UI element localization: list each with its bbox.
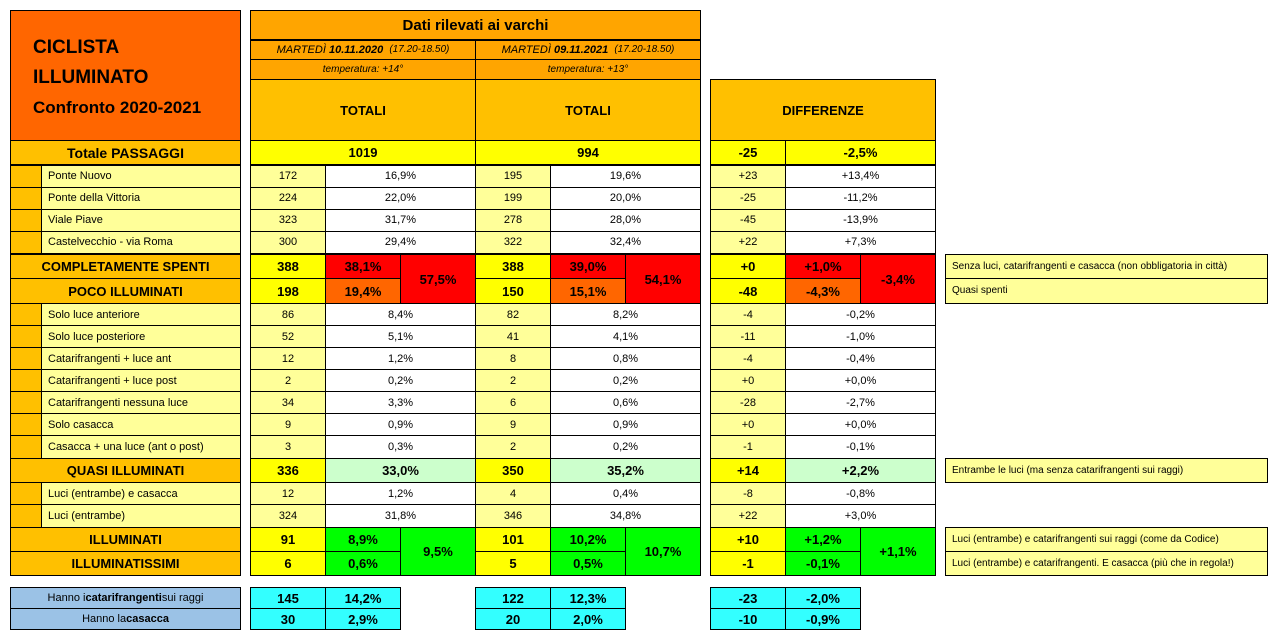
extra-p2021: 12,3% [550,587,626,609]
spenti-dp: +1,0% [785,254,861,279]
row-label: Catarifrangenti + luce post [41,369,241,393]
illum-p20: 8,9% [325,527,401,552]
row-p2020: 3,3% [325,391,476,415]
row-p2021: 34,8% [550,504,701,528]
row-n2021: 41 [475,325,551,349]
quasi-dp: +2,2% [785,458,936,483]
row-label: Luci (entrambe) e casacca [41,482,241,506]
row-p2021: 0,6% [550,391,701,415]
row-p2021: 0,2% [550,369,701,393]
row-p2020: 22,0% [325,187,476,210]
extra-n2020: 30 [250,608,326,630]
row-n2021: 322 [475,231,551,254]
illumis-note: Luci (entrambe) e catarifrangenti. E casacca (più che in regola!) [945,551,1268,576]
header-date-2021: MARTEDÌ 09.11.2021 (17.20-18.50) [475,40,701,60]
illumis-p21: 0,5% [550,551,626,576]
row-diff-p: +0,0% [785,369,936,393]
row-diff-p: +3,0% [785,504,936,528]
quasi-p21: 35,2% [550,458,701,483]
row-p2020: 1,2% [325,482,476,506]
row-n2021: 199 [475,187,551,210]
totale-diff-n: -25 [710,140,786,165]
row-n2020: 12 [250,482,326,506]
row-label: Casacca + una luce (ant o post) [41,435,241,459]
illum-note: Luci (entrambe) e catarifrangenti sui raggi (come da Codice) [945,527,1268,552]
header-temp-2020: temperatura: +14° [250,59,476,80]
row-label: Ponte della Vittoria [41,187,241,210]
merged-good-2021: 10,7% [625,527,701,576]
header-differenze: DIFFERENZE [710,79,936,141]
illumis-p20: 0,6% [325,551,401,576]
row-diff-n: -4 [710,347,786,371]
row-diff-p: +13,4% [785,165,936,188]
header-date-2020: MARTEDÌ 10.11.2020 (17.20-18.50) [250,40,476,60]
extra-label-casacca: Hanno la casacca [10,608,241,630]
row-p2021: 19,6% [550,165,701,188]
spenti-dn: +0 [710,254,786,279]
merged-bad-diff: -3,4% [860,254,936,304]
merged-bad-2020: 57,5% [400,254,476,304]
row-n2021: 195 [475,165,551,188]
extra-diff-n: -10 [710,608,786,630]
row-diff-n: +0 [710,413,786,437]
row-diff-p: -2,7% [785,391,936,415]
row-diff-n: +22 [710,231,786,254]
row-indent [10,209,42,232]
quasi-p20: 33,0% [325,458,476,483]
row-p2021: 32,4% [550,231,701,254]
illumis-n20: 6 [250,551,326,576]
row-indent [10,303,42,327]
extra-n2021: 122 [475,587,551,609]
merged-bad-2021: 54,1% [625,254,701,304]
row-n2021: 278 [475,209,551,232]
poco-n20: 198 [250,278,326,304]
title-line-1: CICLISTA [33,37,120,58]
row-p2020: 5,1% [325,325,476,349]
row-p2020: 0,2% [325,369,476,393]
row-p2020: 8,4% [325,303,476,327]
quasi-dn: +14 [710,458,786,483]
row-p2021: 0,4% [550,482,701,506]
extra-label-catarifrangenti: Hanno i catarifrangenti sui raggi [10,587,241,609]
totale-label: Totale PASSAGGI [10,140,241,165]
spenti-n20: 388 [250,254,326,279]
quasi-n20: 336 [250,458,326,483]
row-label: Viale Piave [41,209,241,232]
quasi-n21: 350 [475,458,551,483]
row-diff-n: +0 [710,369,786,393]
row-p2021: 0,8% [550,347,701,371]
row-diff-n: -8 [710,482,786,506]
row-diff-n: +22 [710,504,786,528]
row-diff-n: -1 [710,435,786,459]
row-diff-p: -11,2% [785,187,936,210]
spenti-n21: 388 [475,254,551,279]
row-label: Luci (entrambe) [41,504,241,528]
row-indent [10,347,42,371]
row-p2020: 29,4% [325,231,476,254]
poco-n21: 150 [475,278,551,304]
row-n2020: 2 [250,369,326,393]
title-line-2: ILLUMINATO [33,67,149,88]
illumis-label: ILLUMINATISSIMI [10,551,241,576]
row-indent [10,482,42,506]
row-n2021: 2 [475,369,551,393]
merged-good-2020: 9,5% [400,527,476,576]
row-diff-p: -0,1% [785,435,936,459]
spenti-label: COMPLETAMENTE SPENTI [10,254,241,279]
row-diff-p: -13,9% [785,209,936,232]
illum-dp: +1,2% [785,527,861,552]
row-n2021: 8 [475,347,551,371]
extra-diff-p: -0,9% [785,608,861,630]
illum-label: ILLUMINATI [10,527,241,552]
row-n2020: 86 [250,303,326,327]
row-label: Solo luce posteriore [41,325,241,349]
row-n2020: 300 [250,231,326,254]
row-indent [10,231,42,254]
row-label: Catarifrangenti nessuna luce [41,391,241,415]
extra-n2021: 20 [475,608,551,630]
row-n2021: 2 [475,435,551,459]
row-diff-p: +0,0% [785,413,936,437]
row-indent [10,435,42,459]
row-p2020: 0,9% [325,413,476,437]
extra-p2021: 2,0% [550,608,626,630]
row-diff-n: -11 [710,325,786,349]
illum-n21: 101 [475,527,551,552]
row-diff-p: +7,3% [785,231,936,254]
extra-p2020: 14,2% [325,587,401,609]
row-diff-n: -4 [710,303,786,327]
header-main: Dati rilevati ai varchi [250,10,701,40]
row-diff-p: -0,8% [785,482,936,506]
illumis-dp: -0,1% [785,551,861,576]
row-indent [10,325,42,349]
poco-dn: -48 [710,278,786,304]
merged-good-diff: +1,1% [860,527,936,576]
row-label: Castelvecchio - via Roma [41,231,241,254]
row-diff-n: -45 [710,209,786,232]
row-indent [10,165,42,188]
totale-2020: 1019 [250,140,476,165]
extra-n2020: 145 [250,587,326,609]
row-indent [10,391,42,415]
header-totali-2021: TOTALI [475,79,701,141]
illumis-dn: -1 [710,551,786,576]
row-p2021: 0,9% [550,413,701,437]
row-n2020: 224 [250,187,326,210]
row-p2020: 0,3% [325,435,476,459]
row-p2020: 31,7% [325,209,476,232]
row-p2021: 4,1% [550,325,701,349]
row-diff-p: -0,4% [785,347,936,371]
row-p2021: 28,0% [550,209,701,232]
title-block [10,10,241,141]
row-n2020: 324 [250,504,326,528]
row-n2021: 4 [475,482,551,506]
row-diff-p: -0,2% [785,303,936,327]
row-diff-n: -28 [710,391,786,415]
row-p2020: 31,8% [325,504,476,528]
row-diff-n: -25 [710,187,786,210]
row-n2020: 172 [250,165,326,188]
row-n2020: 12 [250,347,326,371]
row-n2020: 52 [250,325,326,349]
row-n2020: 323 [250,209,326,232]
illum-dn: +10 [710,527,786,552]
quasi-note: Entrambe le luci (ma senza catarifrangenti sui raggi) [945,458,1268,483]
spenti-p21: 39,0% [550,254,626,279]
row-p2020: 1,2% [325,347,476,371]
row-p2021: 20,0% [550,187,701,210]
row-diff-n: +23 [710,165,786,188]
header-totali-2020: TOTALI [250,79,476,141]
row-label: Catarifrangenti + luce ant [41,347,241,371]
spenti-p20: 38,1% [325,254,401,279]
totale-diff-p: -2,5% [785,140,936,165]
row-p2021: 0,2% [550,435,701,459]
row-indent [10,187,42,210]
row-n2020: 3 [250,435,326,459]
row-indent [10,504,42,528]
row-n2021: 9 [475,413,551,437]
extra-diff-p: -2,0% [785,587,861,609]
row-label: Solo luce anteriore [41,303,241,327]
poco-p20: 19,4% [325,278,401,304]
row-p2021: 8,2% [550,303,701,327]
extra-p2020: 2,9% [325,608,401,630]
row-n2021: 346 [475,504,551,528]
poco-p21: 15,1% [550,278,626,304]
illum-p21: 10,2% [550,527,626,552]
illum-n20: 91 [250,527,326,552]
quasi-label: QUASI ILLUMINATI [10,458,241,483]
spenti-note: Senza luci, catarifrangenti e casacca (non obbligatoria in città) [945,254,1268,279]
row-n2020: 9 [250,413,326,437]
extra-diff-n: -23 [710,587,786,609]
row-n2021: 82 [475,303,551,327]
totale-2021: 994 [475,140,701,165]
row-diff-p: -1,0% [785,325,936,349]
row-label: Ponte Nuovo [41,165,241,188]
poco-note: Quasi spenti [945,278,1268,304]
illumis-n21: 5 [475,551,551,576]
poco-dp: -4,3% [785,278,861,304]
poco-label: POCO ILLUMINATI [10,278,241,304]
row-n2021: 6 [475,391,551,415]
row-indent [10,369,42,393]
row-n2020: 34 [250,391,326,415]
header-temp-2021: temperatura: +13° [475,59,701,80]
title-line-3: Confronto 2020-2021 [33,98,202,117]
row-p2020: 16,9% [325,165,476,188]
row-label: Solo casacca [41,413,241,437]
row-indent [10,413,42,437]
